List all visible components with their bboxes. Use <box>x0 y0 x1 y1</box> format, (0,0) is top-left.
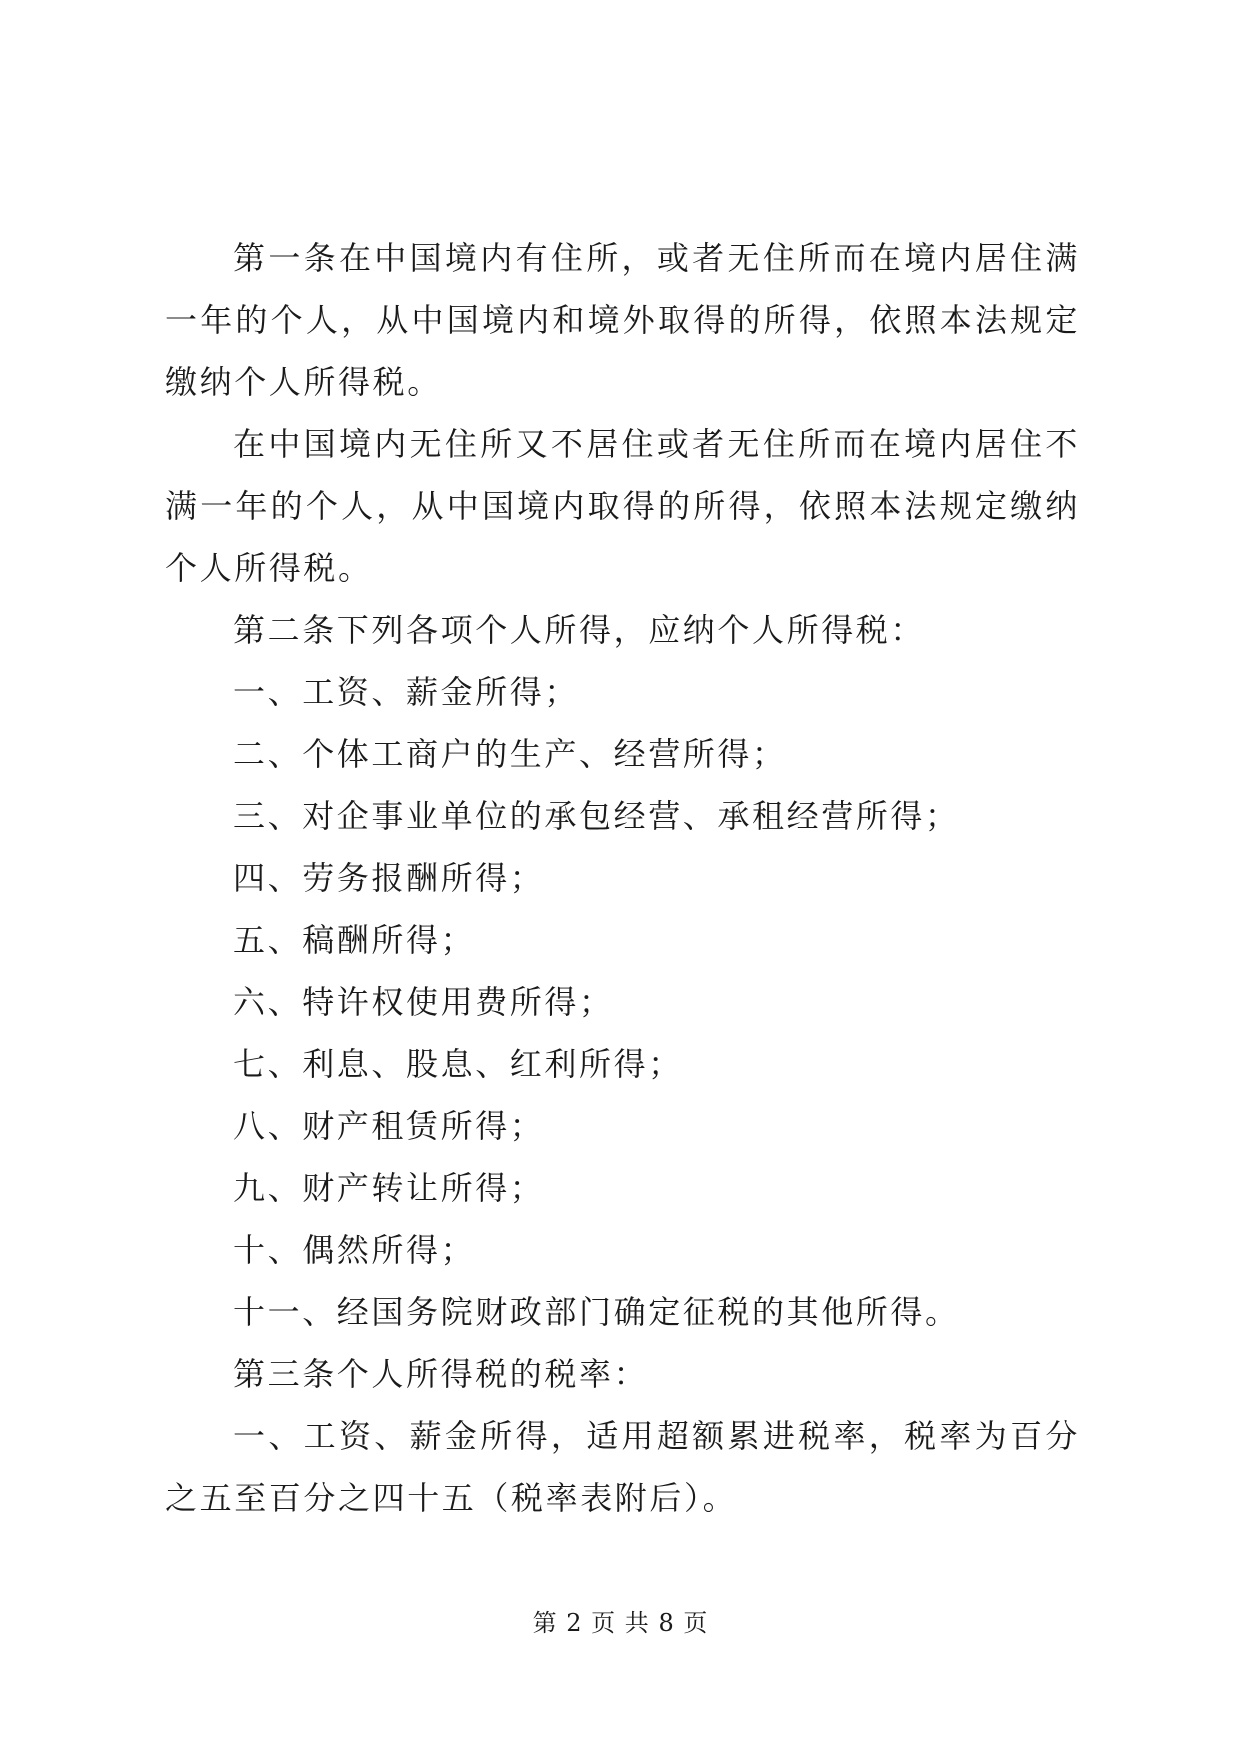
list-item-5: 五、稿酬所得； <box>233 921 476 959</box>
list-item-10: 十、偶然所得； <box>233 1231 476 1269</box>
page-number-footer: 第 2 页 共 8 页 <box>532 1609 709 1637</box>
paragraph-article-3: 第三条个人所得税的税率： <box>233 1355 649 1393</box>
list-item-2: 二、个体工商户的生产、经营所得； <box>233 735 787 773</box>
list-item-3: 三、对企事业单位的承包经营、承租经营所得； <box>233 797 960 835</box>
paragraph-article-1: 第一条在中国境内有住所，或者无住所而在境内居住满一年的个人，从中国境内和境外取得的所得，依照本法规定缴纳个人所得税。 <box>165 239 1080 401</box>
paragraph-article-2: 第二条下列各项个人所得，应纳个人所得税： <box>233 611 926 649</box>
list-item-7: 七、利息、股息、红利所得； <box>233 1045 683 1083</box>
list-item-8: 八、财产租赁所得； <box>233 1107 545 1145</box>
list-item-1: 一、工资、薪金所得； <box>233 673 580 711</box>
list-item-9: 九、财产转让所得； <box>233 1169 545 1207</box>
list-item-4: 四、劳务报酬所得； <box>233 859 545 897</box>
paragraph-article-1-nonresident: 在中国境内无住所又不居住或者无住所而在境内居住不满一年的个人，从中国境内取得的所得，依照本法规定缴纳个人所得税。 <box>165 425 1080 587</box>
document-body <box>165 227 1080 1529</box>
list-item-11: 十一、经国务院财政部门确定征税的其他所得。 <box>233 1293 960 1331</box>
paragraph-article-3-item-1: 一、工资、薪金所得，适用超额累进税率，税率为百分之五至百分之四十五（税率表附后）。 <box>165 1417 1080 1517</box>
list-item-6: 六、特许权使用费所得； <box>233 983 614 1021</box>
